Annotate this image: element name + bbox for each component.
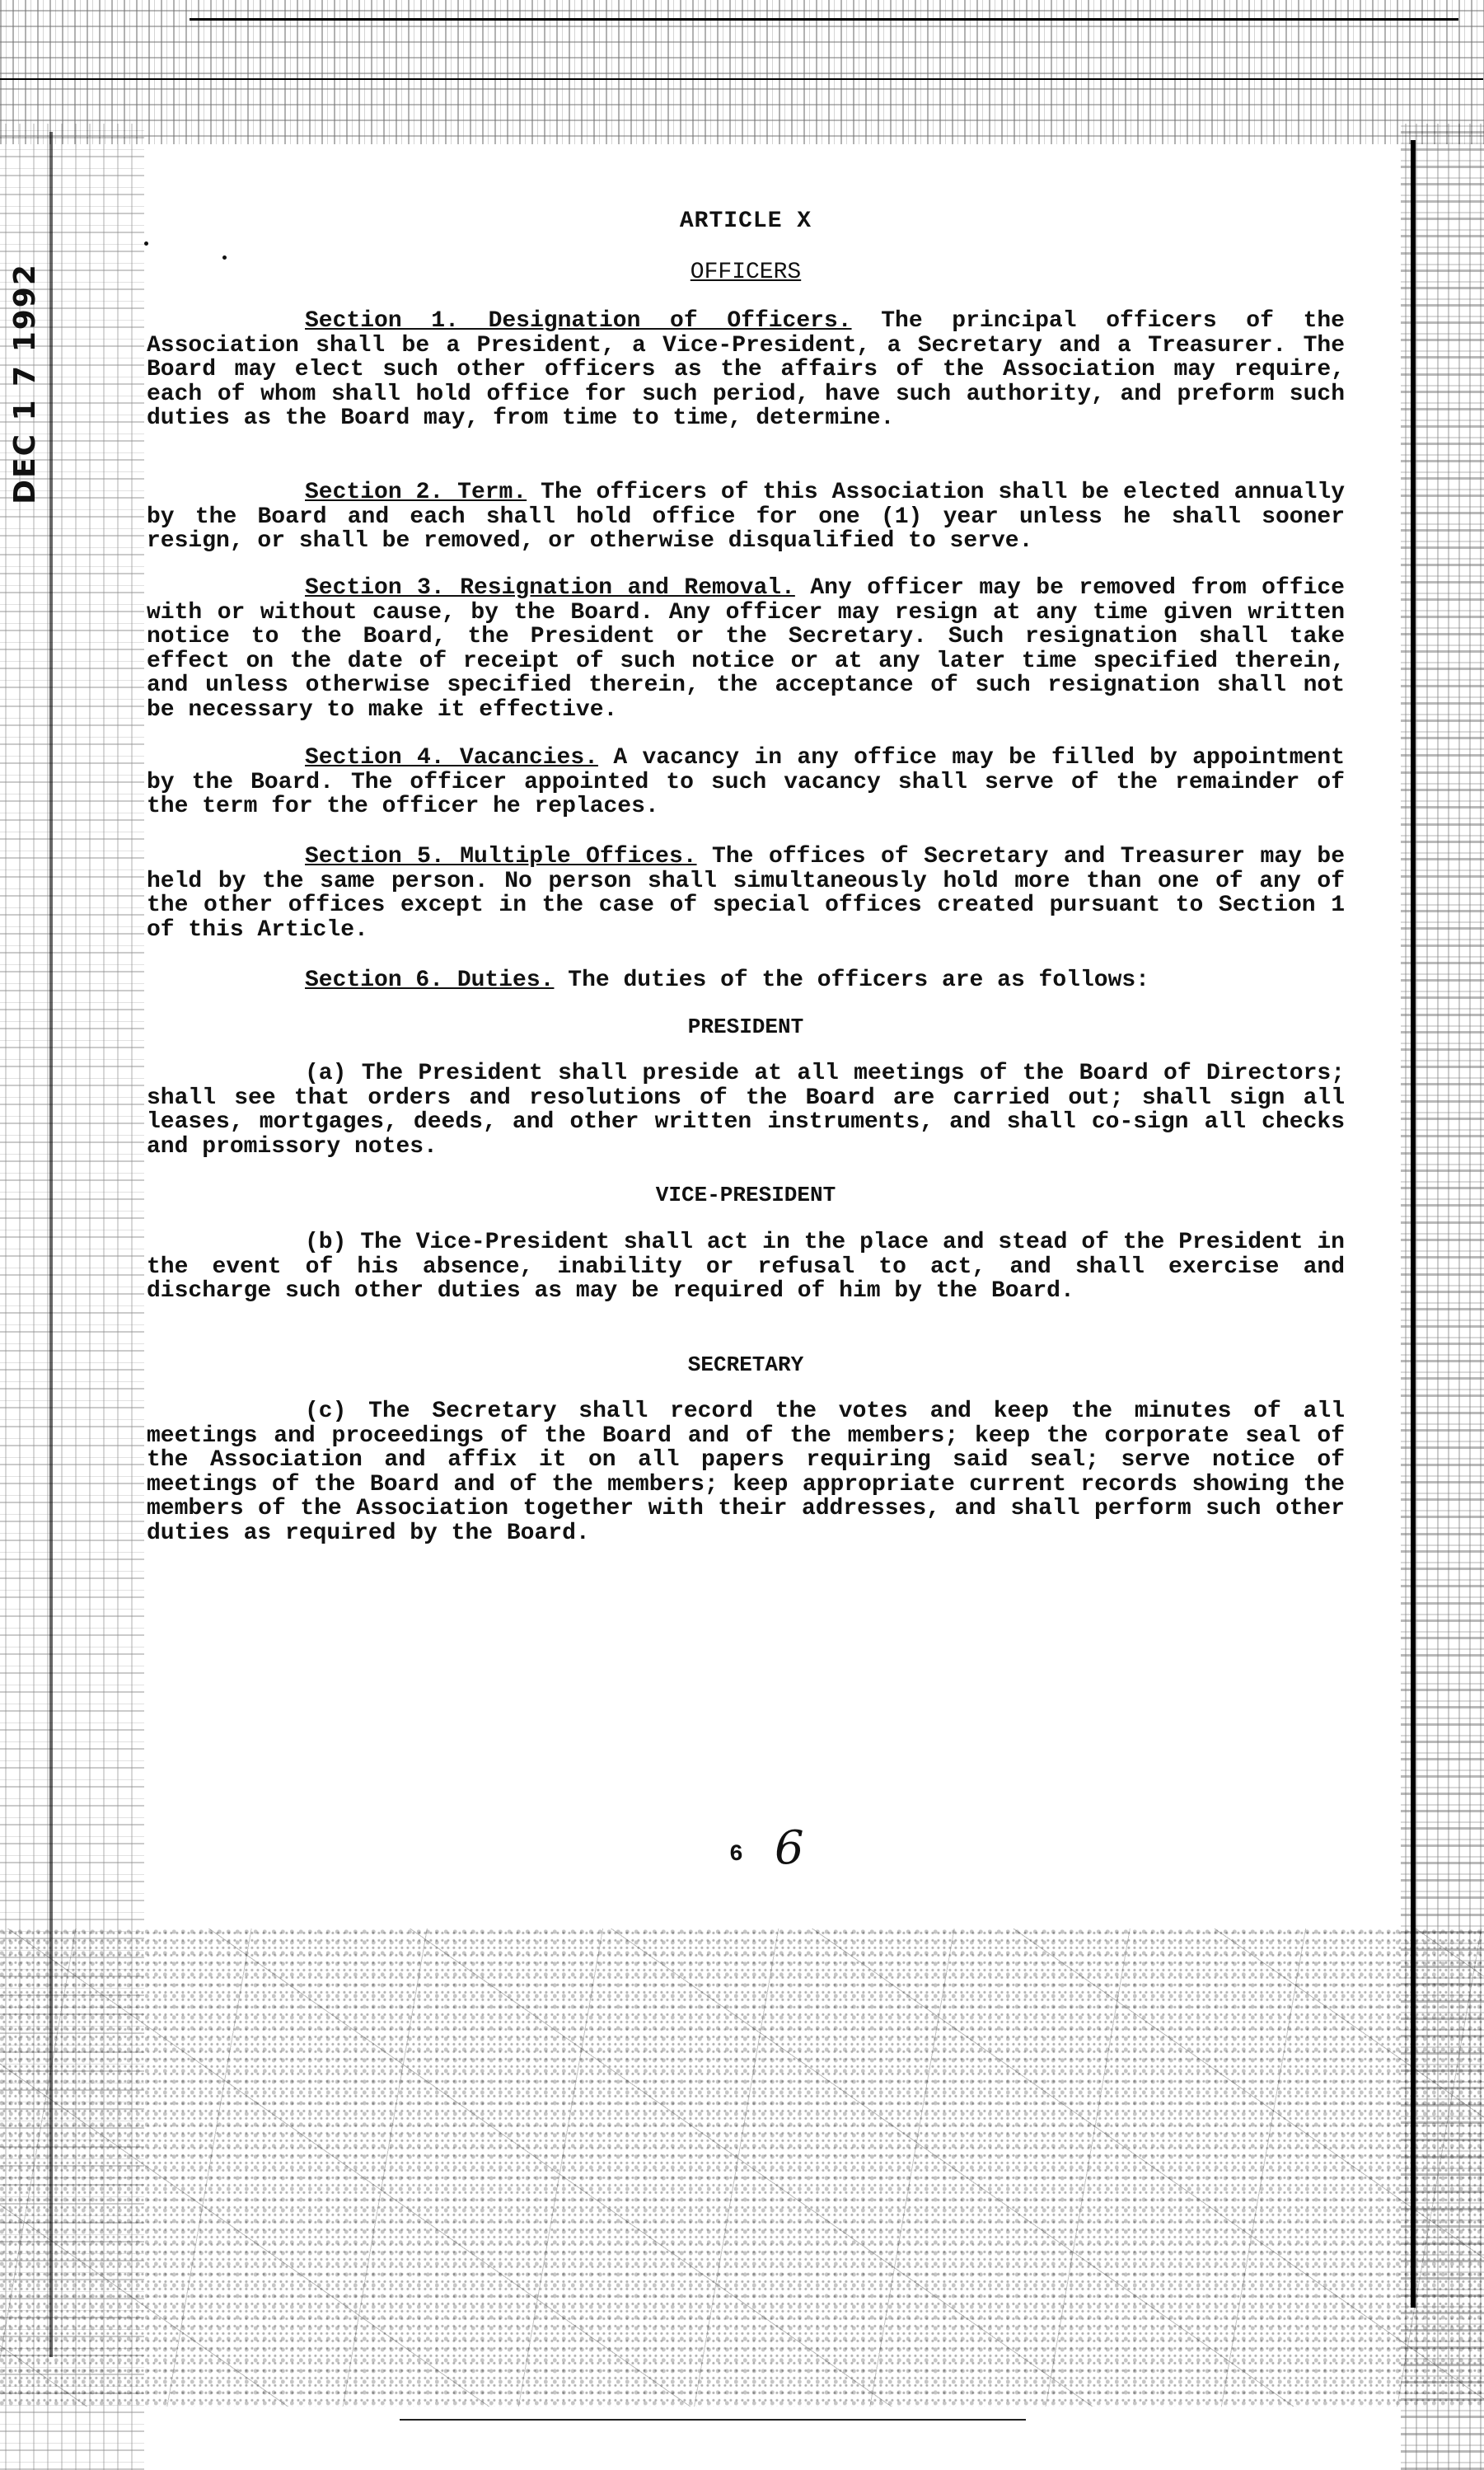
section-heading: Section 6. Duties.	[305, 968, 555, 993]
section-text: The offices of Secretary and Treasurer may be held by the same person. No person shall simultaneously hold more than one of any of the other offices except in the case of special offices created pursuant to Section 1 of this Article.	[147, 844, 1345, 943]
section-heading: Section 1. Designation of Officers.	[305, 308, 852, 334]
duty-text: (b) The Vice-President shall act in the place and stead of the President in the event of his absence, inability or refusal to act, and shall exercise and discharge such other duties as may be required of him by the Board.	[147, 1230, 1345, 1304]
section-text: The duties of the officers are as follows:	[568, 968, 1149, 993]
section-6	[147, 968, 1345, 993]
stray-mark	[144, 241, 148, 246]
date-stamp-text: DEC 1 7 1992	[7, 262, 42, 504]
section-1	[147, 309, 1345, 431]
vice-president-heading: VICE-PRESIDENT	[655, 1183, 836, 1207]
duty-text: (a) The President shall preside at all meetings of the Board of Directors; shall see that orders and resolutions of the Board are carried out; shall sign all leases, mortgages, deeds, and other written instruments, and shall co-sign all checks and promissory notes.	[147, 1061, 1345, 1160]
document-page	[144, 144, 1401, 1929]
scan-edge-top-2	[0, 78, 1483, 80]
section-text: The principal officers of the Association shall be a President, a Vice-President, a Secretary and a Treasurer. The Board may elect such other officers as the affairs of the Association may require, each of whom shall hold office for such period, have such authority, and preform such duties as the Board may, from time to time, determine.	[147, 308, 1345, 431]
secretary-duties	[147, 1399, 1345, 1545]
scan-edge-right	[1411, 140, 1416, 2308]
section-heading: Section 3. Resignation and Removal.	[305, 575, 795, 601]
scan-noise-top	[0, 0, 1484, 144]
handwritten-page-number: 6	[775, 1821, 804, 1875]
scan-edge-top	[190, 18, 1458, 21]
president-duties	[147, 1062, 1345, 1159]
page-number: 6	[729, 1842, 743, 1868]
article-subtitle: OFFICERS	[690, 260, 802, 285]
section-2	[147, 480, 1345, 554]
scan-noise-bottom	[0, 1929, 1484, 2407]
duty-text: (c) The Secretary shall record the votes and keep the minutes of all meetings and proceedings of the Board and of the members; keep the corporate seal of the Association and affix it on all papers requiring said seal; serve notice of meetings of the Board and of the members; keep appropriate current records showing the members of the Association together with their addresses, and shall perform such other duties as required by the Board.	[147, 1399, 1345, 1546]
section-4	[147, 746, 1345, 819]
section-heading: Section 2. Term.	[305, 480, 527, 505]
scan-edge-left	[49, 132, 53, 2357]
section-heading: Section 5. Multiple Offices.	[305, 844, 697, 869]
section-5	[147, 845, 1345, 942]
section-text: The officers of this Association shall be elected annually by the Board and each shall hold office for one (1) year unless he shall sooner resign, or shall be removed, or otherwise disqualified to serve.	[147, 480, 1345, 554]
bottom-rule	[400, 2419, 1026, 2421]
president-heading: PRESIDENT	[687, 1015, 804, 1039]
article-title: ARTICLE X	[679, 209, 812, 234]
date-stamp	[2, 262, 48, 504]
section-text: Any officer may be removed from office with or without cause, by the Board. Any officer may resign at any time given written notice to the Board, the President or the Secretary. Such resignation shall take effect on the date of receipt of such notice or at any later time specified therein, and unless otherwise specified therein, the acceptance of such resignation shall not be necessary to make it effective.	[147, 575, 1345, 723]
secretary-heading: SECRETARY	[687, 1352, 804, 1377]
section-3	[147, 576, 1345, 722]
section-text: A vacancy in any office may be filled by appointment by the Board. The officer appointed to such vacancy shall serve of the remainder of the term for the officer he replaces.	[147, 745, 1346, 819]
vice-president-duties	[147, 1230, 1345, 1304]
section-heading: Section 4. Vacancies.	[305, 745, 598, 771]
